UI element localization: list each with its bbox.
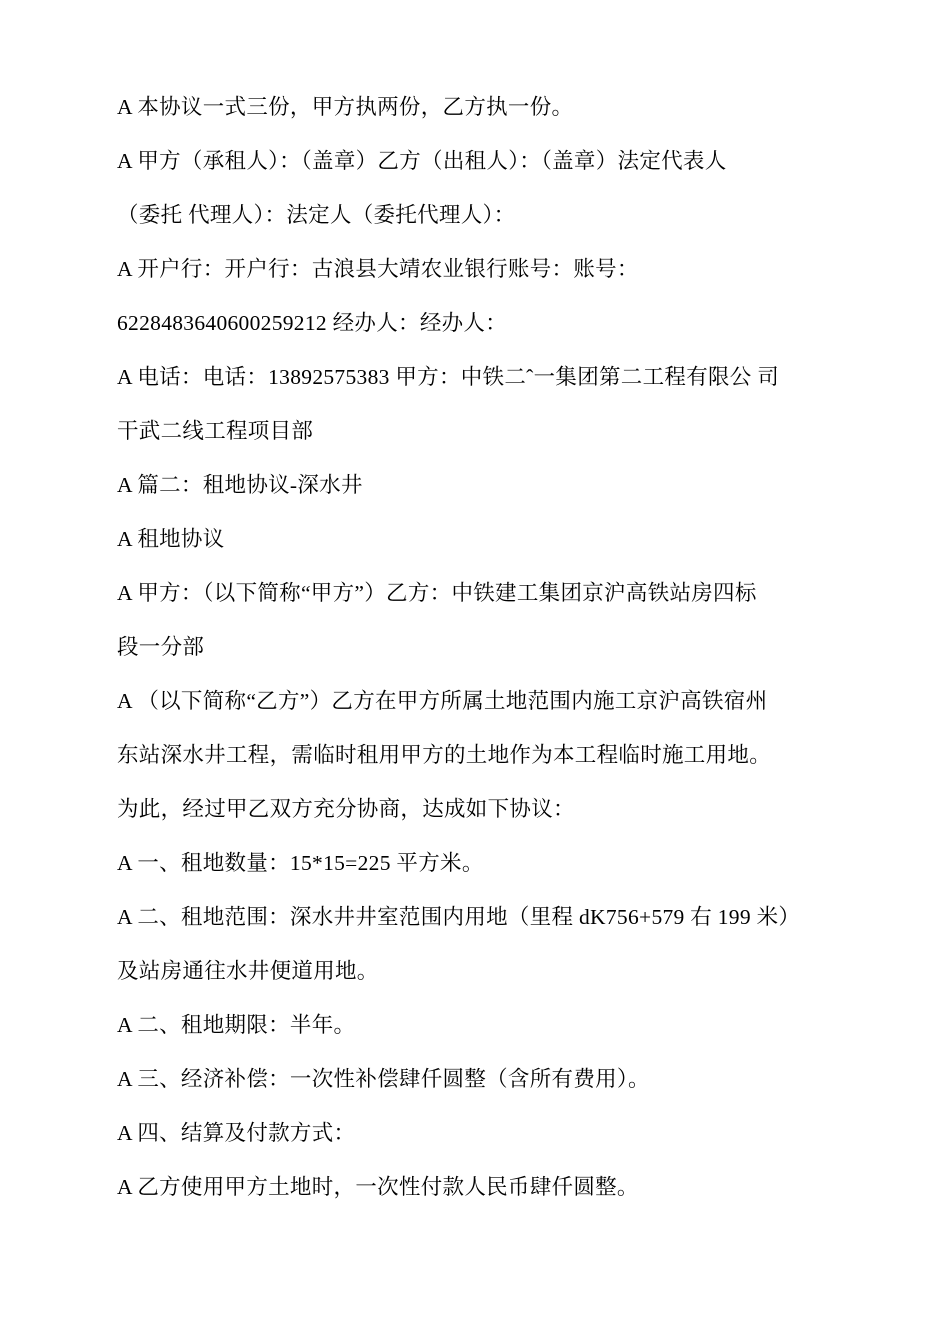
clause-item: A 三、经济补偿：一次性补偿肆仟圆整（含所有费用）。 bbox=[117, 1067, 650, 1091]
text-line: 段一分部 bbox=[117, 635, 205, 659]
text-line: A （以下简称“乙方”）乙方在甲方所属土地范围内施工京沪高铁宿州 bbox=[117, 689, 768, 713]
text-line: A 开户行：开户行：古浪县大靖农业银行账号：账号： bbox=[117, 257, 639, 281]
clause-item: A 二、租地范围：深水井井室范围内用地（里程 dK756+579 右 199 米） bbox=[117, 905, 801, 929]
text-line: A 甲方：（以下简称“甲方”）乙方：中铁建工集团京沪高铁站房四标 bbox=[117, 581, 757, 605]
text-line: 及站房通往水井便道用地。 bbox=[117, 959, 379, 983]
text-line: A 乙方使用甲方土地时，一次性付款人民币肆仟圆整。 bbox=[117, 1175, 639, 1199]
section-heading: A 篇二：租地协议-深水井 bbox=[117, 473, 363, 497]
text-line: 为此，经过甲乙双方充分协商，达成如下协议： bbox=[117, 797, 575, 821]
text-line: （委托 代理人）：法定人（委托代理人）： bbox=[117, 203, 516, 227]
text-line: 东站深水井工程，需临时租用甲方的土地作为本工程临时施工用地。 bbox=[117, 743, 772, 767]
text-line: A 电话：电话：13892575383 甲方：中铁二ˆ一集团第二工程有限公 司 bbox=[117, 365, 780, 389]
text-line: 6228483640600259212 经办人：经办人： bbox=[117, 311, 508, 335]
clause-item: A 二、租地期限：半年。 bbox=[117, 1013, 356, 1037]
text-line: 干武二线工程项目部 bbox=[117, 419, 314, 443]
text-line: A 本协议一式三份，甲方执两份，乙方执一份。 bbox=[117, 95, 574, 119]
document-body bbox=[117, 80, 837, 1214]
clause-item: A 一、租地数量：15*15=225 平方米。 bbox=[117, 851, 484, 875]
agreement-title: A 租地协议 bbox=[117, 527, 225, 551]
text-line: A 甲方（承租人）：（盖章）乙方（出租人）：（盖章）法定代表人 bbox=[117, 149, 727, 173]
clause-item: A 四、结算及付款方式： bbox=[117, 1121, 356, 1145]
